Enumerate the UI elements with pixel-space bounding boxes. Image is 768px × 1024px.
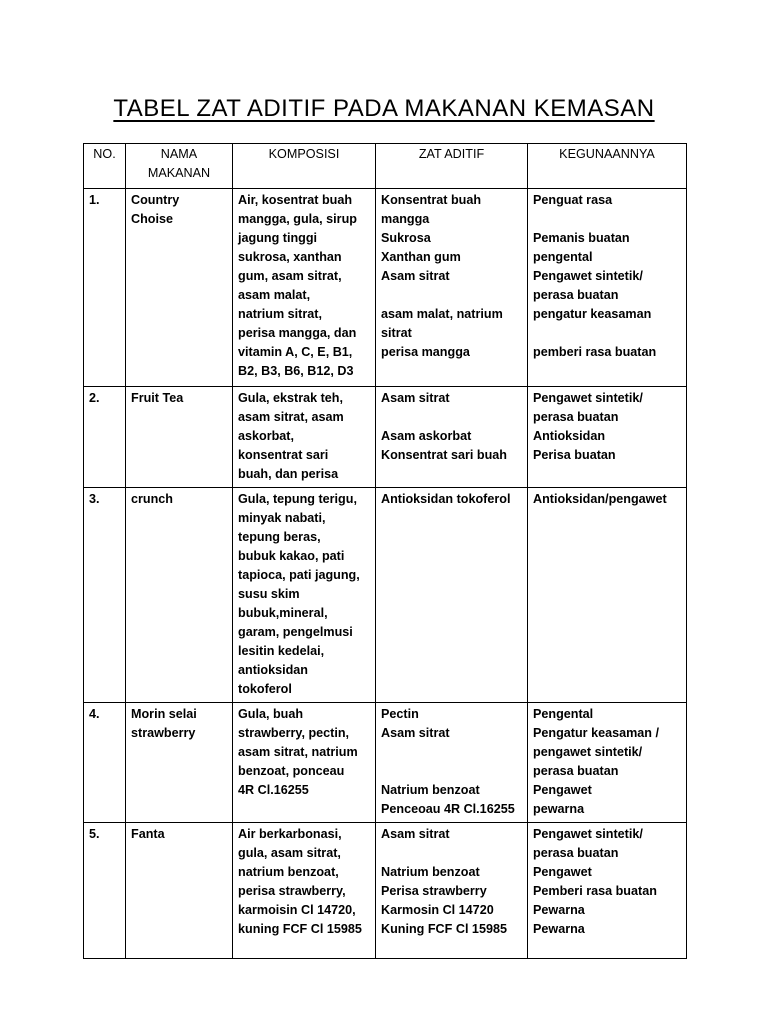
cell-komposisi-line: jagung tinggi bbox=[238, 231, 318, 245]
table-header bbox=[84, 144, 687, 189]
cell-nama-makanan-line: Country bbox=[131, 193, 180, 207]
cell-komposisi-line: lesitin kedelai, bbox=[238, 644, 325, 658]
header-nama-makanan bbox=[126, 144, 233, 189]
cell-zat-aditif-line bbox=[381, 408, 522, 427]
header-nama-line2: MAKANAN bbox=[147, 166, 211, 180]
cell-zat-aditif-line: asam malat, natrium bbox=[381, 307, 503, 321]
cell-komposisi-line: asam sitrat, natrium bbox=[238, 745, 358, 759]
cell-kegunaan bbox=[528, 189, 687, 387]
cell-zat-aditif-line: Perisa strawberry bbox=[381, 884, 487, 898]
cell-komposisi-line: tepung beras, bbox=[238, 530, 321, 544]
cell-nama-makanan-line: Choise bbox=[131, 212, 173, 226]
cell-zat-aditif-line: Asam askorbat bbox=[381, 429, 472, 443]
cell-komposisi-line: natrium sitrat, bbox=[238, 307, 322, 321]
cell-zat-aditif-line: Natrium benzoat bbox=[381, 783, 480, 797]
cell-komposisi-line: perisa mangga, dan bbox=[238, 326, 357, 340]
cell-komposisi-line: asam malat, bbox=[238, 288, 311, 302]
cell-kegunaan-line: Pengawet bbox=[533, 865, 592, 879]
cell-kegunaan-line: pengatur keasaman bbox=[533, 307, 652, 321]
cell-zat-aditif-line: perisa mangga bbox=[381, 345, 470, 359]
cell-nama-makanan bbox=[126, 189, 233, 387]
cell-komposisi-line: vitamin A, C, E, B1, bbox=[238, 345, 353, 359]
cell-komposisi-line: Air, kosentrat buah bbox=[238, 193, 353, 207]
cell-zat-aditif bbox=[376, 703, 528, 823]
cell-komposisi-line: B2, B3, B6, B12, D3 bbox=[238, 364, 354, 378]
cell-kegunaan-line: Pengatur keasaman / bbox=[533, 726, 659, 740]
cell-zat-aditif-line: Asam sitrat bbox=[381, 269, 450, 283]
cell-nama-makanan-line: crunch bbox=[131, 492, 173, 506]
cell-zat-aditif-line: Asam sitrat bbox=[381, 391, 450, 405]
cell-zat-aditif-line: Konsentrat sari buah bbox=[381, 448, 507, 462]
cell-zat-aditif-line: Penceoau 4R Cl.16255 bbox=[381, 802, 515, 816]
header-zat-aditif: ZAT ADITIF bbox=[376, 144, 528, 189]
cell-nama-makanan-line: strawberry bbox=[131, 726, 196, 740]
cell-zat-aditif bbox=[376, 189, 528, 387]
page-title-text: TABEL ZAT ADITIF PADA MAKANAN KEMASAN bbox=[113, 95, 655, 122]
cell-kegunaan-line: Pemanis buatan bbox=[533, 231, 630, 245]
cell-komposisi-line: bubuk kakao, pati bbox=[238, 549, 345, 563]
cell-no: 5. bbox=[84, 823, 126, 959]
cell-zat-aditif-line: Asam sitrat bbox=[381, 827, 450, 841]
cell-nama-makanan-line: Morin selai bbox=[131, 707, 197, 721]
cell-komposisi-line: Gula, tepung terigu, bbox=[238, 492, 357, 506]
cell-komposisi bbox=[233, 488, 376, 703]
cell-komposisi-line: karmoisin Cl 14720, bbox=[238, 903, 356, 917]
cell-zat-aditif bbox=[376, 488, 528, 703]
cell-kegunaan-line: Pengawet sintetik/ bbox=[533, 269, 643, 283]
cell-zat-aditif-line bbox=[381, 743, 522, 762]
cell-kegunaan bbox=[528, 703, 687, 823]
cell-zat-aditif bbox=[376, 823, 528, 959]
cell-kegunaan-line: Pewarna bbox=[533, 922, 585, 936]
cell-zat-aditif-line: Kuning FCF Cl 15985 bbox=[381, 922, 507, 936]
cell-kegunaan-line: Pewarna bbox=[533, 903, 585, 917]
cell-komposisi-line: benzoat, ponceau bbox=[238, 764, 345, 778]
cell-komposisi-line: tapioca, pati jagung, bbox=[238, 568, 360, 582]
cell-nama-makanan bbox=[126, 488, 233, 703]
cell-zat-aditif-line: Sukrosa bbox=[381, 231, 431, 245]
cell-komposisi bbox=[233, 703, 376, 823]
cell-zat-aditif-line: Karmosin Cl 14720 bbox=[381, 903, 494, 917]
cell-zat-aditif-line: Asam sitrat bbox=[381, 726, 450, 740]
cell-komposisi-line: antioksidan bbox=[238, 663, 308, 677]
cell-zat-aditif-line bbox=[381, 762, 522, 781]
table-row bbox=[84, 189, 687, 387]
cell-kegunaan-line: Pengawet sintetik/ bbox=[533, 391, 643, 405]
cell-kegunaan-line: Perisa buatan bbox=[533, 448, 616, 462]
cell-zat-aditif-line: Xanthan gum bbox=[381, 250, 461, 264]
cell-komposisi-line: mangga, gula, sirup bbox=[238, 212, 357, 226]
cell-komposisi-line: strawberry, pectin, bbox=[238, 726, 350, 740]
cell-komposisi-line: Air berkarbonasi, bbox=[238, 827, 342, 841]
cell-komposisi-line: sukrosa, xanthan bbox=[238, 250, 342, 264]
cell-komposisi-line: buah, dan perisa bbox=[238, 467, 339, 481]
cell-komposisi-line: konsentrat sari bbox=[238, 448, 329, 462]
cell-kegunaan-line: pewarna bbox=[533, 802, 585, 816]
cell-no: 2. bbox=[84, 387, 126, 488]
table-row bbox=[84, 823, 687, 959]
page-title bbox=[0, 93, 768, 125]
cell-kegunaan-line: perasa buatan bbox=[533, 846, 619, 860]
cell-kegunaan-line: Pengental bbox=[533, 707, 594, 721]
cell-komposisi-line: Gula, buah bbox=[238, 707, 304, 721]
cell-zat-aditif-line: Antioksidan tokoferol bbox=[381, 492, 511, 506]
cell-kegunaan-line: perasa buatan bbox=[533, 410, 619, 424]
cell-komposisi bbox=[233, 387, 376, 488]
cell-kegunaan bbox=[528, 387, 687, 488]
cell-kegunaan-line: Antioksidan/pengawet bbox=[533, 492, 667, 506]
cell-komposisi-line: perisa strawberry, bbox=[238, 884, 346, 898]
cell-komposisi-line: askorbat, bbox=[238, 429, 294, 443]
cell-kegunaan-line: pengental bbox=[533, 250, 593, 264]
cell-komposisi-line: asam sitrat, asam bbox=[238, 410, 344, 424]
cell-kegunaan-line bbox=[533, 210, 681, 229]
cell-komposisi-line: minyak nabati, bbox=[238, 511, 326, 525]
additive-table bbox=[83, 143, 687, 959]
header-kegunaan: KEGUNAANNYA bbox=[528, 144, 687, 189]
cell-nama-makanan bbox=[126, 387, 233, 488]
header-komposisi: KOMPOSISI bbox=[233, 144, 376, 189]
cell-nama-makanan-line: Fanta bbox=[131, 827, 165, 841]
cell-zat-aditif-line: mangga bbox=[381, 212, 430, 226]
cell-kegunaan-line: Pengawet bbox=[533, 783, 592, 797]
cell-no: 1. bbox=[84, 189, 126, 387]
cell-zat-aditif-line: Pectin bbox=[381, 707, 419, 721]
cell-zat-aditif-line: sitrat bbox=[381, 326, 412, 340]
table-row bbox=[84, 488, 687, 703]
table-row bbox=[84, 387, 687, 488]
cell-nama-makanan-line: Fruit Tea bbox=[131, 391, 184, 405]
cell-komposisi-line: 4R Cl.16255 bbox=[238, 783, 309, 797]
table-body bbox=[84, 189, 687, 959]
cell-komposisi bbox=[233, 189, 376, 387]
cell-kegunaan-line: Antioksidan bbox=[533, 429, 606, 443]
cell-komposisi-line: susu skim bbox=[238, 587, 300, 601]
cell-kegunaan-line: perasa buatan bbox=[533, 764, 619, 778]
cell-zat-aditif-line bbox=[381, 286, 522, 305]
cell-komposisi-line: bubuk,mineral, bbox=[238, 606, 328, 620]
table-row bbox=[84, 703, 687, 823]
cell-komposisi-line: kuning FCF Cl 15985 bbox=[238, 922, 362, 936]
cell-kegunaan-line: pengawet sintetik/ bbox=[533, 745, 643, 759]
cell-zat-aditif-line bbox=[381, 844, 522, 863]
cell-zat-aditif bbox=[376, 387, 528, 488]
cell-nama-makanan bbox=[126, 823, 233, 959]
cell-kegunaan-line: perasa buatan bbox=[533, 288, 619, 302]
cell-kegunaan-line: pemberi rasa buatan bbox=[533, 345, 657, 359]
cell-no: 3. bbox=[84, 488, 126, 703]
cell-komposisi-line: tokoferol bbox=[238, 682, 292, 696]
cell-komposisi-line: gum, asam sitrat, bbox=[238, 269, 342, 283]
header-no: NO. bbox=[84, 144, 126, 189]
cell-kegunaan-line bbox=[533, 324, 681, 343]
cell-komposisi-line: natrium benzoat, bbox=[238, 865, 339, 879]
cell-komposisi-line: Gula, ekstrak teh, bbox=[238, 391, 343, 405]
header-nama-line1: NAMA bbox=[160, 147, 198, 161]
cell-komposisi-line: garam, pengelmusi bbox=[238, 625, 353, 639]
cell-komposisi bbox=[233, 823, 376, 959]
cell-zat-aditif-line: Konsentrat buah bbox=[381, 193, 482, 207]
cell-kegunaan bbox=[528, 488, 687, 703]
cell-kegunaan-line: Pemberi rasa buatan bbox=[533, 884, 657, 898]
cell-kegunaan bbox=[528, 823, 687, 959]
cell-kegunaan-line: Pengawet sintetik/ bbox=[533, 827, 643, 841]
cell-nama-makanan bbox=[126, 703, 233, 823]
header-row bbox=[84, 144, 687, 189]
cell-kegunaan-line: Penguat rasa bbox=[533, 193, 613, 207]
cell-no: 4. bbox=[84, 703, 126, 823]
cell-zat-aditif-line: Natrium benzoat bbox=[381, 865, 480, 879]
cell-komposisi-line: gula, asam sitrat, bbox=[238, 846, 341, 860]
